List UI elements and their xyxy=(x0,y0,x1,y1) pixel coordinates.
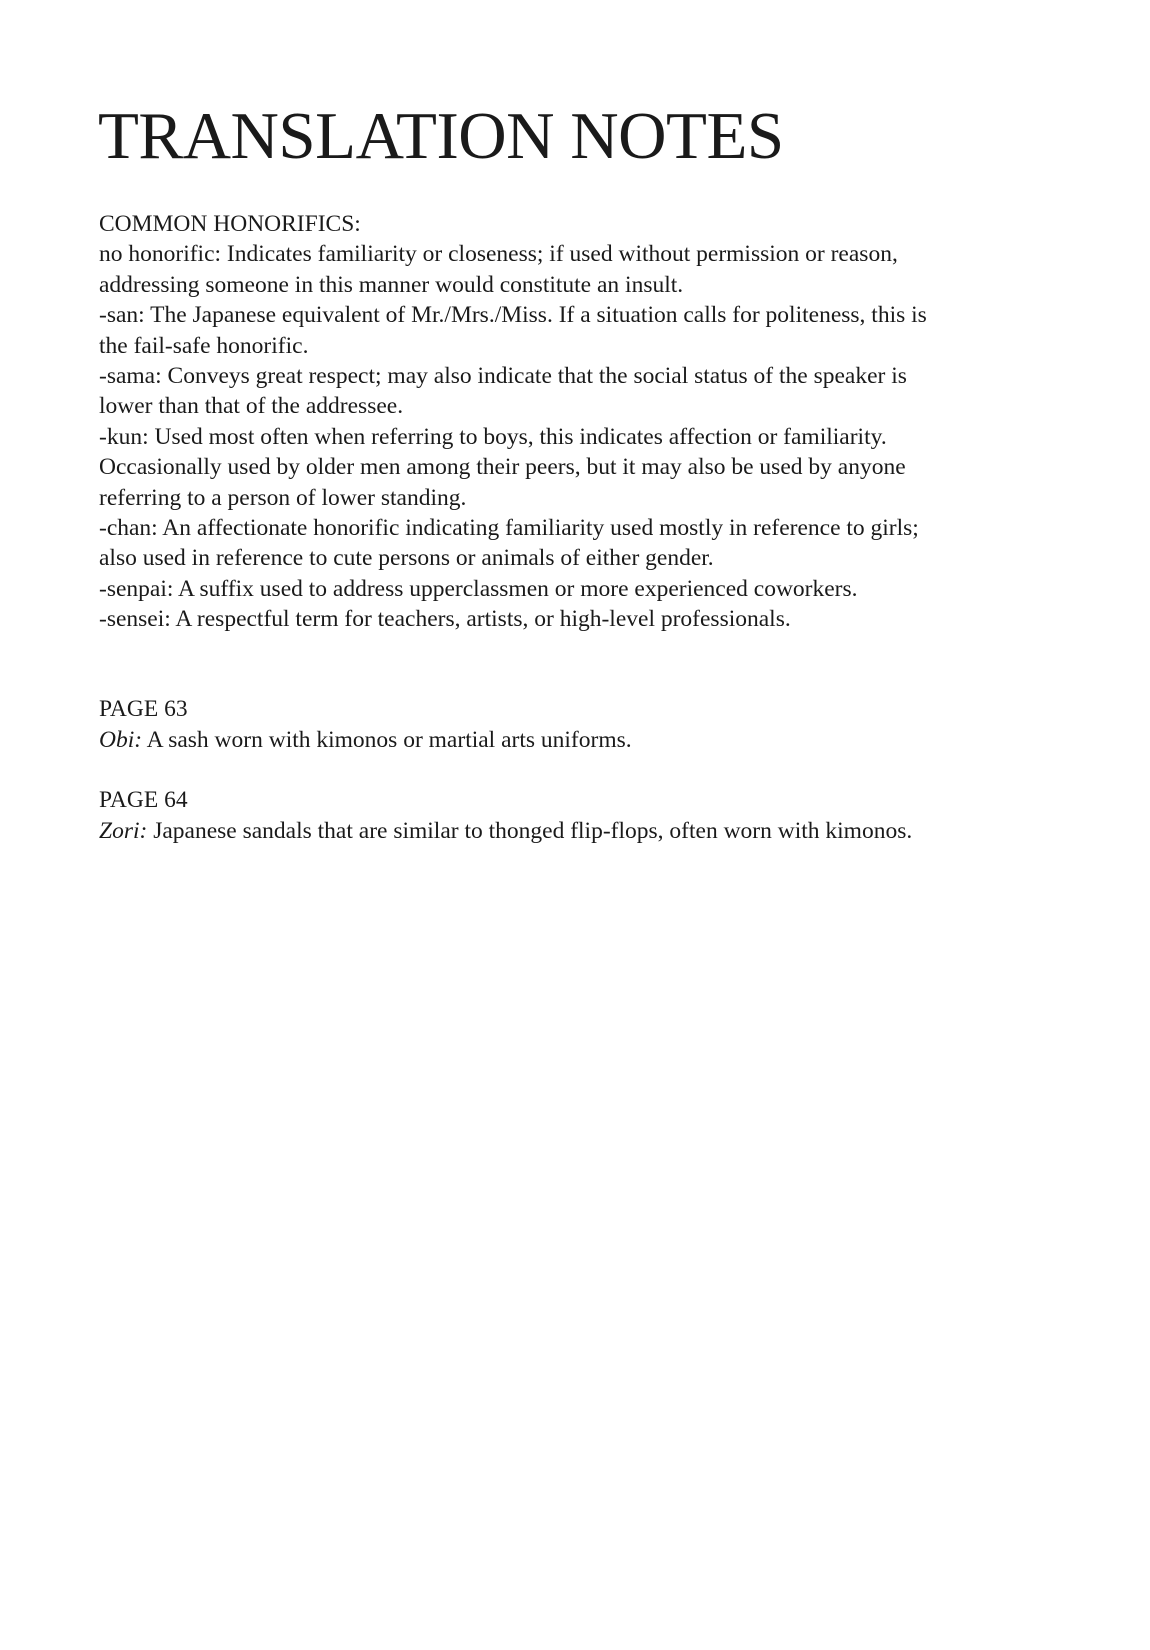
honorific-line: -sama: Conveys great respect; may also indicate that the social status of the speaker is xyxy=(99,363,907,390)
page-title: TRANSLATION NOTES xyxy=(98,99,784,173)
honorific-line: also used in reference to cute persons or animals of either gender. xyxy=(99,545,714,572)
honorific-line: lower than that of the addressee. xyxy=(99,393,404,420)
honorific-line: -senpai: A suffix used to address upperclassmen or more experienced coworkers. xyxy=(99,575,858,602)
honorific-line: -sensei: A respectful term for teachers, artists, or high-level professionals. xyxy=(99,606,791,633)
honorific-line: -chan: An affectionate honorific indicating familiarity used mostly in reference to girls; xyxy=(99,515,919,542)
honorifics-section xyxy=(99,209,1074,635)
note-page-63 xyxy=(99,694,1074,756)
note-entry xyxy=(99,816,1074,847)
note-entry xyxy=(99,725,1074,756)
honorific-line: addressing someone in this manner would constitute an insult. xyxy=(99,271,684,298)
honorific-line: the fail-safe honorific. xyxy=(99,332,309,359)
honorifics-heading: COMMON HONORIFICS: xyxy=(99,211,361,237)
note-page-64 xyxy=(99,785,1074,847)
note-page-label: PAGE 64 xyxy=(99,787,188,813)
honorific-line: -san: The Japanese equivalent of Mr./Mrs./Miss. If a situation calls for politeness, this is xyxy=(99,302,927,329)
note-term: Zori: xyxy=(99,818,148,844)
honorific-line: Occasionally used by older men among their peers, but it may also be used by anyone xyxy=(99,454,906,481)
note-definition: Japanese sandals that are similar to thonged flip-flops, often worn with kimonos. xyxy=(147,818,913,844)
note-definition: A sash worn with kimonos or martial arts uniforms. xyxy=(142,727,632,753)
honorific-line: no honorific: Indicates familiarity or closeness; if used without permission or reason, xyxy=(99,241,898,268)
note-page-label: PAGE 63 xyxy=(99,696,188,722)
note-term: Obi: xyxy=(99,727,143,753)
honorific-line: -kun: Used most often when referring to boys, this indicates affection or familiarity. xyxy=(99,423,887,450)
honorific-line: referring to a person of lower standing. xyxy=(99,484,467,511)
